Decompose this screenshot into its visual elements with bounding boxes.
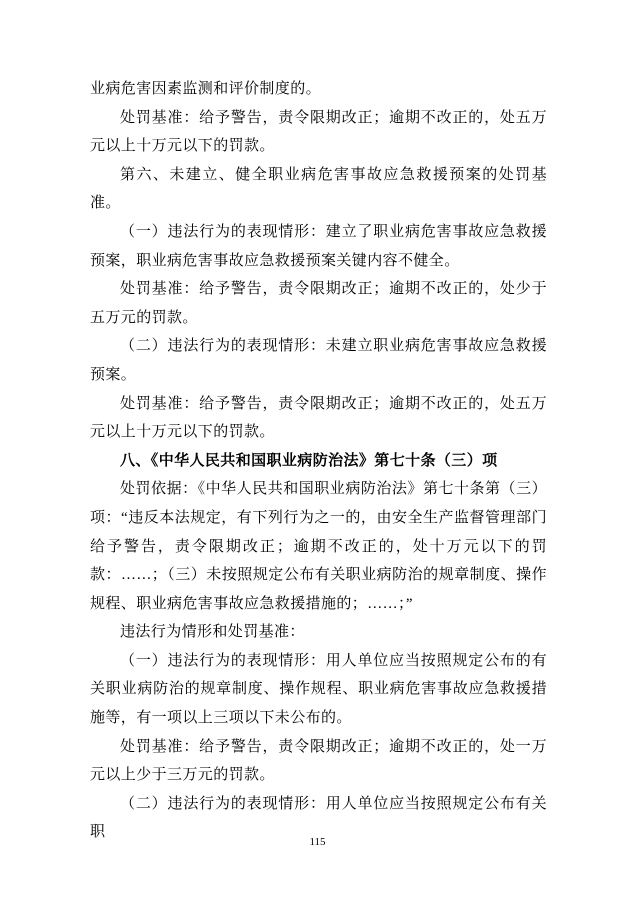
paragraph-violation-2: （二）违法行为的表现情形：未建立职业病危害事故应急救援预案。 — [90, 338, 547, 383]
paragraph-subheading: 违法行为情形和处罚基准： — [120, 624, 305, 641]
paragraph-continuation: 业病危害因素监测和评价制度的。 — [90, 81, 322, 97]
paragraph-violation-1: （一）违法行为的表现情形：建立了职业病危害事故应急救援预案，职业病危害事故应急救援预案关键内容不健全。 — [90, 223, 547, 269]
section-heading-article-70-item-3: 八、《中华人民共和国职业病防治法》第七十条（三）项 — [120, 452, 498, 469]
paragraph-penalty-standard: 处罚基准：给予警告，责令限期改正；逾期不改正的，处一万元以上少于三万元的罚款。 — [90, 738, 547, 784]
paragraph-violation-1: （一）违法行为的表现情形：用人单位应当按照规定公布的有关职业病防治的规章制度、操作规程、职业病危害事故应急救援措施等，有一项以上三项以下未公布的。 — [90, 652, 547, 727]
paragraph-penalty-basis: 处罚依据：《中华人民共和国职业病防治法》第七十条第（三）项：“违反本法规定，有下列行为之一的，由安全生产监督管理部门给予警告，责令限期改正；逾期不改正的，处十万元以下的罚款：……；（三）未按照规定公布有关职业病防治的规章制度、操作规程、职业病危害事故应急救援措施的；……；” — [90, 481, 547, 612]
document-body — [90, 75, 547, 847]
paragraph-penalty-standard: 处罚基准：给予警告，责令限期改正；逾期不改正的，处五万元以上十万元以下的罚款。 — [90, 395, 547, 441]
paragraph-penalty-standard: 处罚基准：给予警告，责令限期改正；逾期不改正的，处五万元以上十万元以下的罚款。 — [90, 109, 547, 155]
page-number: 115 — [309, 836, 326, 848]
paragraph-violation-2-partial: （二）违法行为的表现情形：用人单位应当按照规定公布有关职 — [90, 795, 547, 841]
paragraph-penalty-standard: 处罚基准：给予警告，责令限期改正；逾期不改正的，处少于五万元的罚款。 — [90, 281, 547, 326]
paragraph-item-six: 第六、未建立、健全职业病危害事故应急救援预案的处罚基准。 — [90, 166, 547, 212]
